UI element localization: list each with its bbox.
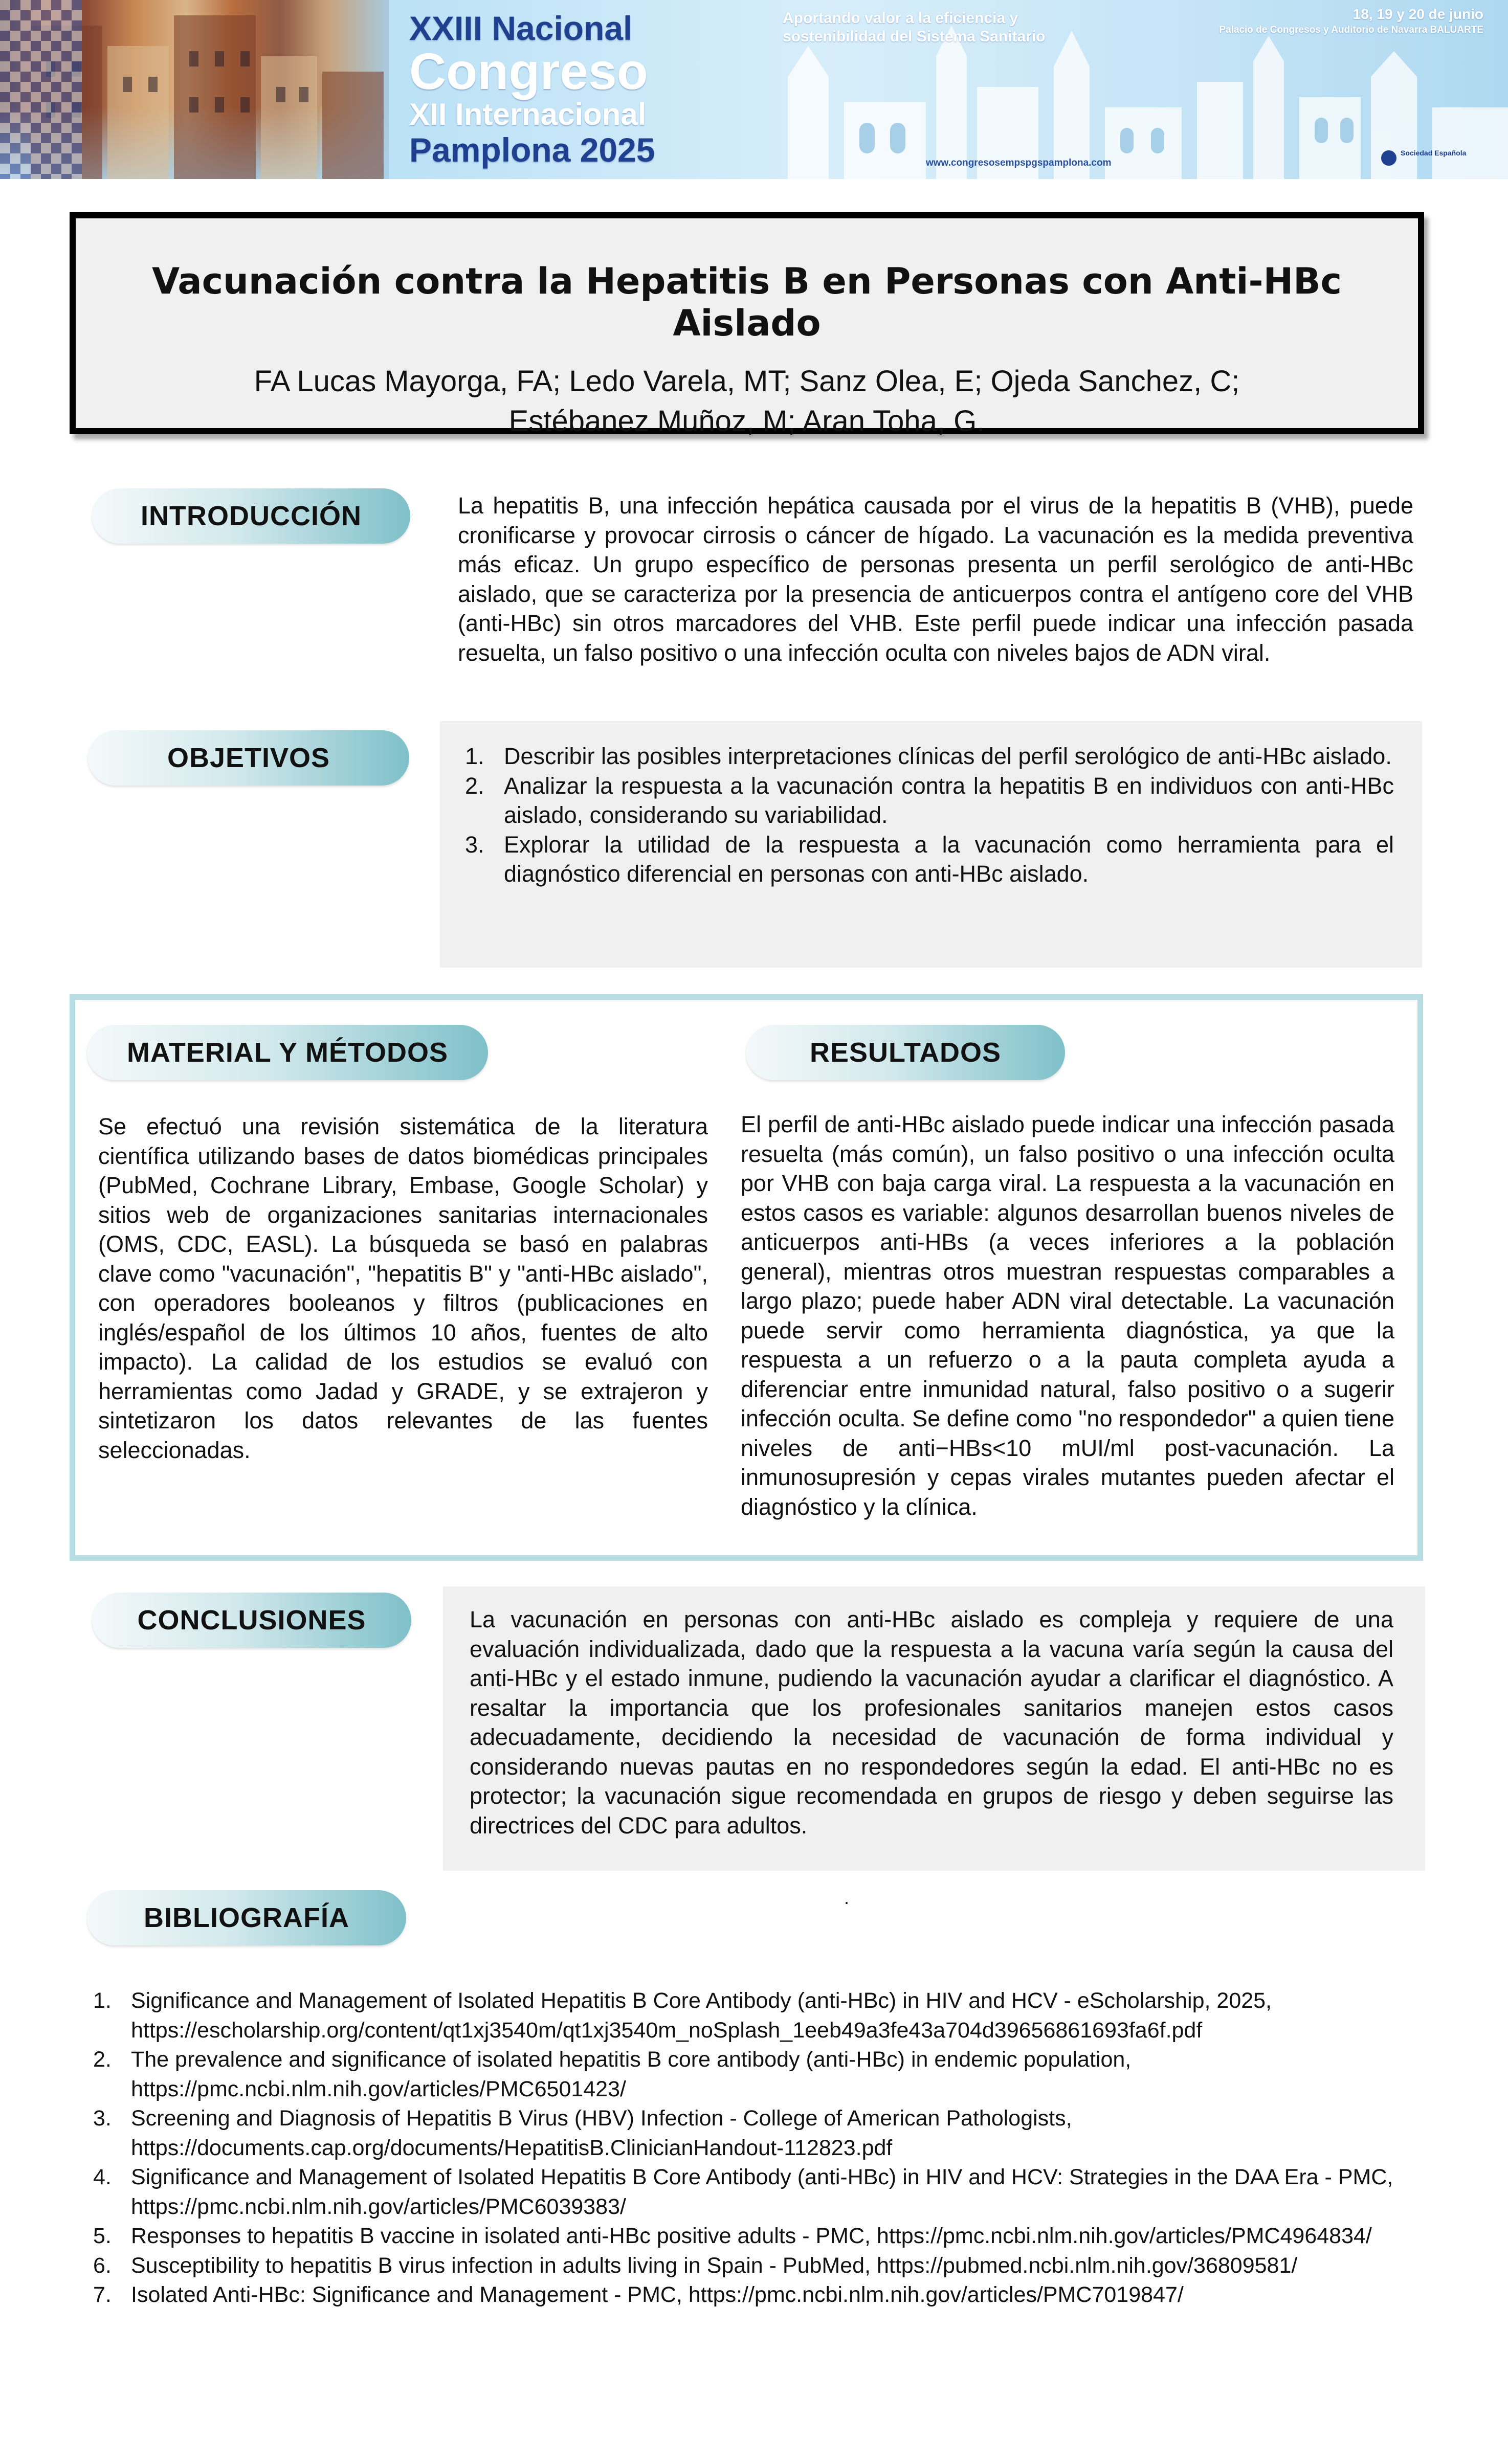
reference-text: Susceptibility to hepatitis B virus infection in adults living in Spain - PubMed, https://pubmed.ncbi.nlm.nih.gov/36809581/ (131, 2253, 1298, 2278)
poster-authors: FA Lucas Mayorga, FA; Ledo Varela, MT; Sanz Olea, E; Ojeda Sanchez, C; Estébanez Muñoz, M; Aran Toha, G. (254, 365, 1240, 438)
bibliography-heading: BIBLIOGRAFÍA (87, 1890, 406, 1945)
society-logo-icon (1381, 150, 1396, 166)
congress-line-4: Pamplona 2025 (409, 131, 655, 169)
congress-dates (1177, 6, 1483, 36)
congress-website[interactable]: www.congresosempspgspamplona.com (926, 158, 1112, 168)
objective-number: 1. (465, 743, 484, 769)
reference-item (93, 1986, 1433, 2045)
congress-line-3: XII Internacional (409, 97, 647, 131)
objective-text: Explorar la utilidad de la respuesta a la vacunación como herramienta para el diagnóstico diferencial en personas con anti-HBc aislado. (504, 831, 1394, 887)
bibliography-list (93, 1986, 1433, 2310)
objective-number: 2. (465, 772, 484, 799)
methods-heading: MATERIAL Y MÉTODOS (87, 1025, 488, 1080)
reference-item (93, 2163, 1433, 2222)
society-logo (1381, 148, 1478, 174)
reference-number: 1. (93, 1988, 112, 2013)
results-heading: RESULTADOS (746, 1025, 1065, 1080)
objective-number: 3. (465, 831, 484, 858)
reference-text: Significance and Management of Isolated Hepatitis B Core Antibody (anti-HBc) in HIV and HCV - eScholarship, 2025, https://escholarship.org/content/qt1xj3540m/qt1xj3540m_noSplash_1eeb49a3fe43a704d39656861693fa6f.pdf (131, 1988, 1272, 2043)
intro-heading: INTRODUCCIÓN (92, 488, 410, 544)
poster-title: Vacunación contra la Hepatitis B en Personas con Anti-HBc Aislado (151, 260, 1342, 344)
reference-item (93, 2251, 1433, 2281)
dates-text: 18, 19 y 20 de junio (1352, 6, 1483, 22)
objectives-heading: OBJETIVOS (88, 730, 409, 786)
reference-item (93, 2045, 1433, 2104)
reference-number: 3. (93, 2106, 112, 2131)
reference-text: Significance and Management of Isolated Hepatitis B Core Antibody (anti-HBc) in HIV and HCV: Strategies in the DAA Era - PMC, https://pmc.ncbi.nlm.nih.gov/articles/PMC6039383/ (131, 2165, 1393, 2219)
venue-text: Palacio de Congresos y Auditorio de Navarra BALUARTE (1219, 25, 1483, 35)
reference-number: 4. (93, 2165, 112, 2189)
methods-text: Se efectuó una revisión sistemática de la literatura científica utilizando bases de datos biomédicas principales (PubMed, Cochrane Library, Embase, Google Scholar) y sitios web de organizaciones sanitarias internacionales (OMS, CDC, EASL). La búsqueda se basó en palabras clave como "vacunación", "hepatitis B" y "anti-HBc aislado", con operadores booleanos y filtros (publicaciones en inglés/español de los últimos 10 años, fuentes de alto impacto). La calidad de los estudios se evaluó con herramientas como Jadad y GRADE, y se extrajeron y sintetizaron los datos relevantes de las fuentes seleccionadas. (98, 1113, 708, 1463)
stray-dot: . (844, 1887, 850, 1908)
results-text: El perfil de anti-HBc aislado puede indicar una infección pasada resuelta (más común), un falso positivo o una infección oculta por VHB con baja carga viral. La respuesta a la vacunación en estos casos es variable: algunos desarrollan buenos niveles de anticuerpos anti-HBs (a veces inferiores a la población general), mientras otros muestran respuestas comparables a largo plazo; puede haber ADN viral detectable. La vacunación puede servir como herramienta diagnóstica, ya que la respuesta a un refuerzo o a la pauta completa ayuda a diferenciar entre inmunidad natural, falso positivo o a sugerir infección oculta. Se define como "no respondedor" a quien tiene niveles de anti−HBs<10 mUI/ml post-vacunación. La inmunosupresión y cepas virales mutantes pueden afectar el diagnóstico y la clínica. (741, 1111, 1394, 1520)
checker-pattern (0, 0, 82, 179)
reference-number: 6. (93, 2253, 112, 2278)
reference-number: 7. (93, 2282, 112, 2307)
congress-line-1: XXIII Nacional (409, 9, 633, 47)
reference-text: Isolated Anti-HBc: Significance and Management - PMC, https://pmc.ncbi.nlm.nih.gov/articles/PMC7019847/ (131, 2282, 1184, 2307)
congress-tagline: Aportando valor a la eficiencia y sostenibilidad del Sistema Sanitario (783, 10, 1046, 45)
reference-item (93, 2280, 1433, 2310)
objective-item (453, 830, 1394, 889)
objective-item (453, 742, 1394, 771)
objective-text: Describir las posibles interpretaciones clínicas del perfil serológico de anti-HBc aislado. (504, 743, 1392, 769)
objective-item (453, 771, 1394, 830)
reference-text: The prevalence and significance of isolated hepatitis B core antibody (anti-HBc) in endemic population, https://pmc.ncbi.nlm.nih.gov/articles/PMC6501423/ (131, 2047, 1132, 2101)
congress-line-2: Congreso (409, 43, 648, 100)
society-name: Sociedad Española (1401, 149, 1467, 157)
congress-title (409, 11, 675, 167)
reference-item (93, 2222, 1433, 2251)
intro-text: La hepatitis B, una infección hepática causada por el virus de la hepatitis B (VHB), puede cronificarse y provocar cirrosis o cáncer de hígado. La vacunación es la medida preventiva más eficaz. Un grupo específico de personas presenta un perfil serológico de anti-HBc aislado, que se caracteriza por la presencia de anticuerpos contra el antígeno core del VHB (anti-HBc) sin otros marcadores del VHB. Este perfil puede indicar una infección pasada resuelta, un falso positivo o una infección oculta con niveles bajos de ADN viral. (458, 492, 1413, 666)
reference-text: Responses to hepatitis B vaccine in isolated anti-HBc positive adults - PMC, https://pmc.ncbi.nlm.nih.gov/articles/PMC4964834/ (131, 2224, 1372, 2248)
conclusions-text: La vacunación en personas con anti-HBc aislado es compleja y requiere de una evaluación individualizada, dado que la respuesta a la vacuna varía según la causa del anti-HBc y el estado inmune, pudiendo la vacunación ayudar a clarificar el diagnóstico. A resaltar la importancia que los profesionales sanitarios manejen estos casos adecuadamente, decidiendo la necesidad de vacunación de forma individual y considerando nuevas pautas en no respondedores según la edad. El anti-HBc no es protector; la vacunación sigue recomendada en grupos de riesgo y deben seguirse las directrices del CDC para adultos. (470, 1606, 1393, 1839)
conclusions-heading: CONCLUSIONES (92, 1593, 411, 1648)
reference-item (93, 2104, 1433, 2163)
reference-number: 5. (93, 2224, 112, 2248)
reference-number: 2. (93, 2047, 112, 2072)
objectives-list (453, 742, 1394, 889)
congress-banner (0, 0, 1508, 179)
objective-text: Analizar la respuesta a la vacunación contra la hepatitis B en individuos con anti-HBc aislado, considerando su variabilidad. (504, 772, 1394, 828)
title-box (70, 212, 1424, 438)
reference-text: Screening and Diagnosis of Hepatitis B Virus (HBV) Infection - College of American Pathologists, https://documents.cap.org/documents/HepatitisB.ClinicianHandout-112823.pdf (131, 2106, 1072, 2160)
